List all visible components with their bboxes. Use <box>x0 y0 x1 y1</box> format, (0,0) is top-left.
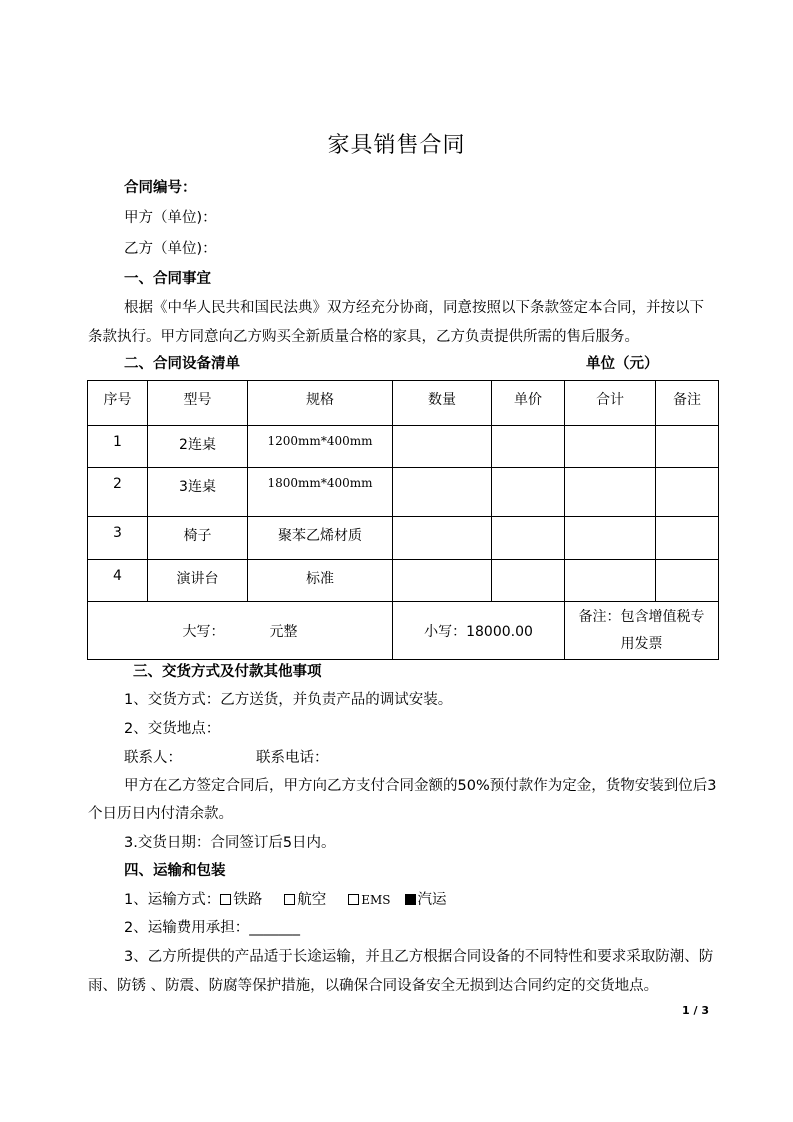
total-upper-label: 大写： <box>182 623 225 640</box>
currency-unit: 单位（元） <box>586 356 659 372</box>
row-model: 2连桌 <box>148 426 248 468</box>
row-total <box>565 560 656 602</box>
section1-paragraph-line2: 条款执行。甲方同意向乙方购买全新质量合格的家具，乙方负责提供所需的售后服务。 <box>88 329 639 345</box>
row-quantity <box>393 517 492 560</box>
checkbox-rail[interactable] <box>220 894 231 905</box>
note-cell <box>565 602 719 660</box>
table-header-cell: 单价 <box>492 381 565 426</box>
row-quantity <box>393 560 492 602</box>
row-quantity <box>393 468 492 517</box>
note-line2: 用发票 <box>620 635 663 652</box>
row-total <box>565 517 656 560</box>
transport-mode-label: 1、运输方式： <box>124 892 221 908</box>
note-line1: 备注：包含增值税专 <box>578 608 705 625</box>
row-spec: 聚苯乙烯材质 <box>248 517 393 560</box>
row-number: 1 <box>88 426 148 468</box>
row-quantity <box>393 426 492 468</box>
section4-heading: 四、运输和包装 <box>124 863 226 879</box>
delivery-date: 3.交货日期：合同签订后5日内。 <box>124 835 336 851</box>
row-unit-price <box>492 468 565 517</box>
table-header-row <box>88 381 719 426</box>
row-spec: 1200mm*400mm <box>248 426 393 468</box>
row-model: 3连桌 <box>148 468 248 517</box>
section1-paragraph-line1: 根据《中华人民共和国民法典》双方经充分协商，同意按照以下条款签定本合同，并按以下 <box>124 300 704 316</box>
table-row <box>88 426 719 468</box>
checkbox-air[interactable] <box>284 894 295 905</box>
page-number: 1 / 3 <box>682 1004 709 1017</box>
table-header-cell: 型号 <box>148 381 248 426</box>
row-spec: 1800mm*400mm <box>248 468 393 517</box>
party-a-label: 甲方（单位)： <box>124 210 217 226</box>
contact-phone-label: 联系电话： <box>256 750 329 766</box>
total-upper-cell <box>88 602 393 660</box>
option-rail-label: 铁路 <box>233 892 263 908</box>
party-b-label: 乙方（单位)： <box>124 241 217 257</box>
transport-fee-blank: _______ <box>249 920 300 936</box>
row-unit-price <box>492 426 565 468</box>
row-total <box>565 426 656 468</box>
total-lower-cell <box>393 602 565 660</box>
row-number: 2 <box>88 468 148 517</box>
delivery-location: 2、交货地点： <box>124 721 221 737</box>
packaging-terms-line1: 3、乙方所提供的产品适于长途运输，并且乙方根据合同设备的不同特性和要求采取防潮、防 <box>124 949 714 965</box>
delivery-method: 1、交货方式：乙方送货，并负责产品的调试安装。 <box>124 692 453 708</box>
row-spec: 标准 <box>248 560 393 602</box>
row-note <box>656 426 719 468</box>
table-header-cell: 备注 <box>656 381 719 426</box>
section3-heading: 三、交货方式及付款其他事项 <box>133 664 322 680</box>
table-header-cell: 数量 <box>393 381 492 426</box>
row-note <box>656 560 719 602</box>
contact-person-label: 联系人： <box>124 750 182 766</box>
checkbox-ems[interactable] <box>348 894 359 905</box>
row-number: 4 <box>88 560 148 602</box>
document-title: 家具销售合同 <box>327 133 466 158</box>
section1-heading: 一、合同事宜 <box>124 271 211 287</box>
table-row <box>88 468 719 517</box>
row-unit-price <box>492 517 565 560</box>
row-number: 3 <box>88 517 148 560</box>
row-note <box>656 517 719 560</box>
row-model: 椅子 <box>148 517 248 560</box>
row-unit-price <box>492 560 565 602</box>
transport-mode-row <box>124 888 447 909</box>
row-model: 演讲台 <box>148 560 248 602</box>
option-ems-label: EMS <box>361 893 391 907</box>
table-header-cell: 序号 <box>88 381 148 426</box>
section2-heading: 二、合同设备清单 <box>124 356 240 372</box>
option-road-label: 汽运 <box>417 892 447 908</box>
total-lower-value: 小写：18000.00 <box>424 623 533 640</box>
row-note <box>656 468 719 517</box>
table-header-cell: 规格 <box>248 381 393 426</box>
payment-terms-line1: 甲方在乙方签定合同后，甲方向乙方支付合同金额的50%预付款作为定金，货物安装到位后3 <box>124 778 717 794</box>
contract-number-label: 合同编号： <box>124 180 197 196</box>
transport-fee-row <box>124 916 300 937</box>
total-upper-value: 元整 <box>269 623 298 640</box>
option-air-label: 航空 <box>297 892 327 908</box>
table-header-cell: 合计 <box>565 381 656 426</box>
payment-terms-line2: 个日历日内付清余款。 <box>88 806 233 822</box>
table-row <box>88 560 719 602</box>
checkbox-road-checked[interactable] <box>405 894 416 905</box>
packaging-terms-line2: 雨、防锈 、防震、防腐等保护措施，以确保合同设备安全无损到达合同约定的交货地点。 <box>88 978 659 994</box>
table-row <box>88 517 719 560</box>
table-total-row <box>88 602 719 660</box>
transport-fee-label: 2、运输费用承担： <box>124 920 250 936</box>
equipment-table <box>87 380 719 660</box>
row-total <box>565 468 656 517</box>
